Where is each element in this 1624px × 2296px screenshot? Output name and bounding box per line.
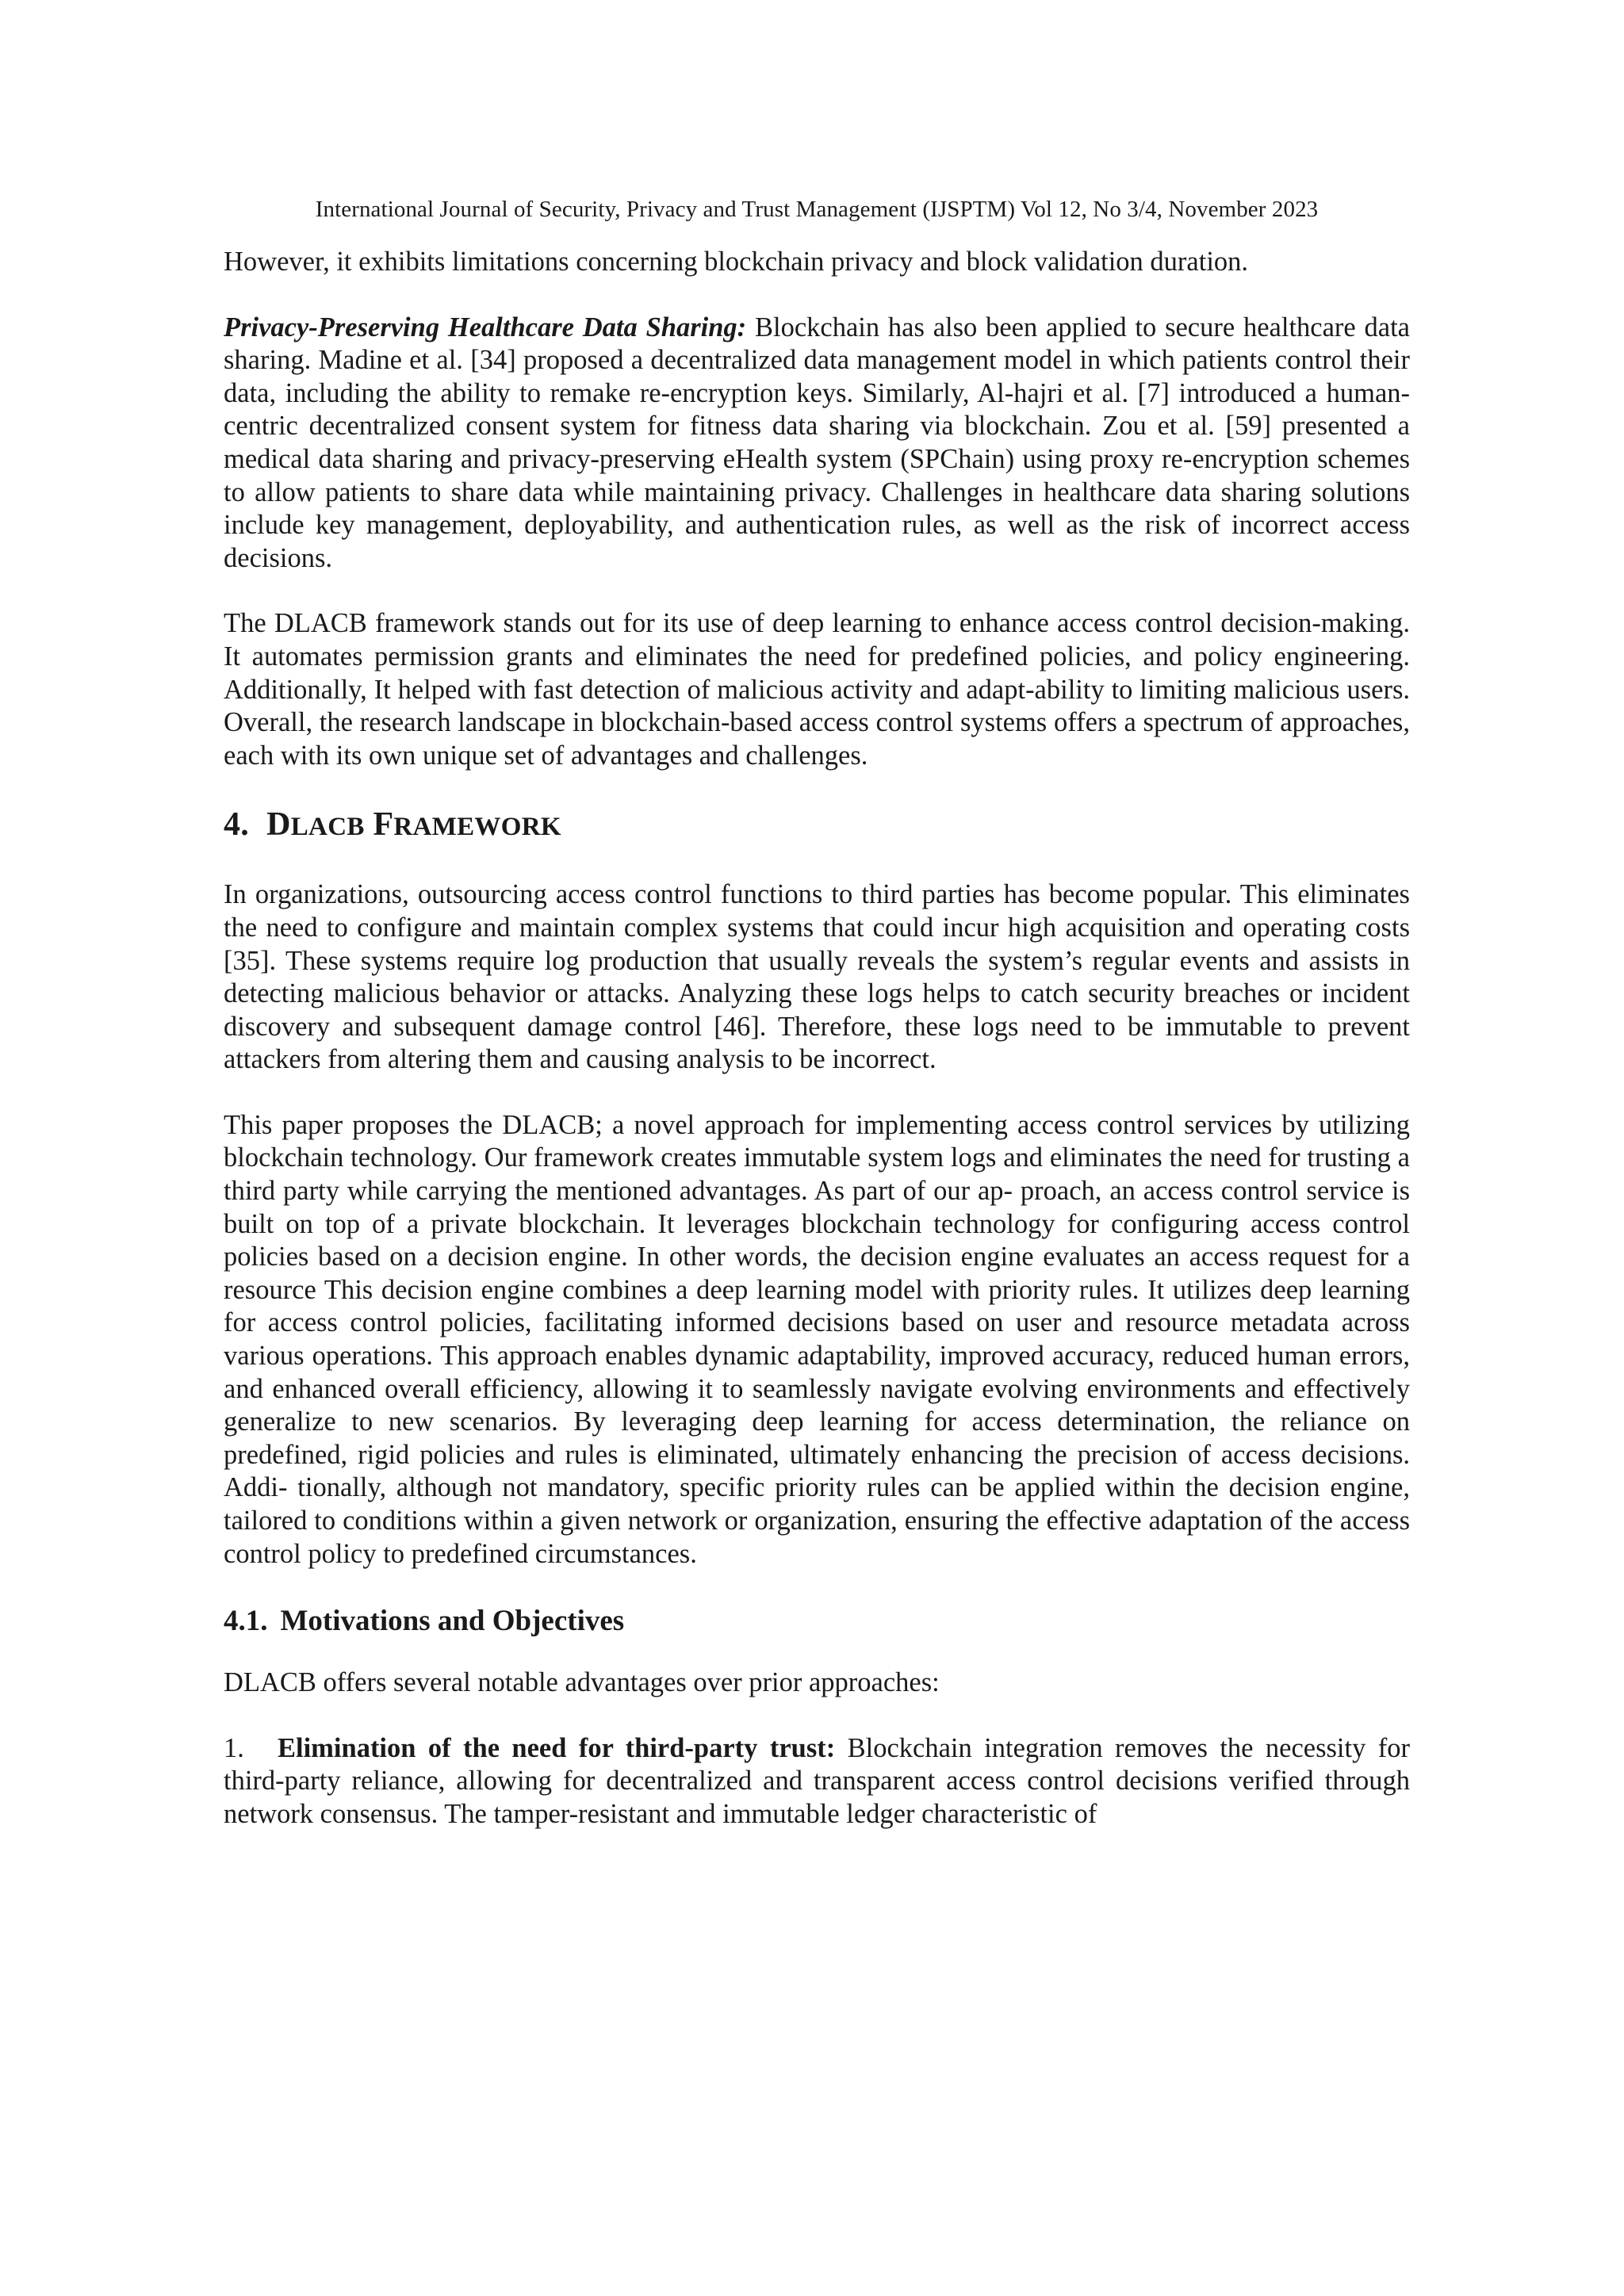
subsection-title: Motivations and Objectives [280,1605,625,1638]
section-title-cap-f: F [364,806,394,844]
list-item-third-party-trust [224,1732,1410,1831]
body-text [224,246,1410,1864]
paragraph-dlacb-standout: The DLACB framework stands out for its use of deep learning to enhance access control decision-making. It automates permission grants and eliminates the need for predefined policies, and policy engineering. Additionally, It helped with fast detection of malicious activity and adapt-ability to limiting malicious users. Overall, the research landscape in blockchain-based access control systems offers a spectrum of approaches, each with its own unique set of advantages and challenges. [224,608,1410,771]
subsection-heading-motivations [224,1603,1410,1640]
section-heading-dlacb-framework [224,805,1410,847]
list-item-body: Blockchain integration removes the necessity for third-party reliance, allowing for decentralized and transparent access control decisions verified through network consensus. The tamper-resistant and immutable ledger characteristic of [224,1732,1410,1829]
paragraph-healthcare-sharing [224,312,1410,576]
section-title-smallcaps-lacb: LACB [290,813,365,842]
subsection-number: 4.1. [224,1605,268,1638]
section-number: 4. [224,806,250,844]
paragraph-outsourcing: In organizations, outsourcing access control functions to third parties has become popular. This eliminates the need to configure and maintain complex systems that could incur high acquisition and operating costs [35]. These systems require log production that usually reveals the system’s regular events and assists in detecting malicious behavior or attacks. Analyzing these logs helps to catch security breaches or incident discovery and subsequent damage control [46]. Therefore, these logs need to be immutable to prevent attackers from altering them and causing analysis to be incorrect. [224,879,1410,1075]
section-title-cap-d: D [266,806,291,844]
paragraph-advantages-intro: DLACB offers several notable advantages over prior approaches: [224,1667,940,1698]
paragraph-proposal: This paper proposes the DLACB; a novel approach for implementing access control services by utilizing blockchain technology. Our framework creates immutable system logs and eliminates the need for trusting a third party while carrying the mentioned advantages. As part of our ap- proach, an access control service is built on top of a private blockchain. It leverages blockchain technology for configuring access control policies based on a decision engine. In other words, the decision engine evaluates an access request for a resource This decision engine combines a deep learning model with priority rules. It utilizes deep learning for access control policies, facilitating informed decisions based on user and resource metadata across various operations. This approach enables dynamic adaptability, improved accuracy, reduced human errors, and enhanced overall efficiency, allowing it to seamlessly navigate evolving environments and effectively generalize to new scenarios. By leveraging deep learning for access determination, the reliance on predefined, rigid policies and rules is eliminated, ultimately enhancing the precision of access decisions. Addi- tionally, although not mandatory, specific priority rules can be applied within the decision engine, tailored to conditions within a given network or organization, ensuring the effective adaptation of the access control policy to predefined circumstances. [224,1109,1410,1569]
paragraph-body-healthcare: Blockchain has also been applied to secure healthcare data sharing. Madine et al. [34] proposed a decentralized data management model in which patients control their data, including the ability to remake re-encryption keys. Similarly, Al-hajri et al. [7] introduced a human-centric decentralized consent system for fitness data sharing via blockchain. Zou et al. [59] presented a medical data sharing and privacy-preserving eHealth system (SPChain) using proxy re-encryption schemes to allow patients to share data while maintaining privacy. Challenges in healthcare data sharing solutions include key management, deployability, and authentication rules, as well as the risk of incorrect access decisions. [224,312,1410,573]
paragraph-blockchain-limitations: However, it exhibits limitations concerning blockchain privacy and block validation duration. [224,247,1249,277]
running-header: International Journal of Security, Privacy and Trust Management (IJSPTM) Vol 12, No 3/4, November 2023 [315,197,1319,222]
paragraph-lead-healthcare: Privacy-Preserving Healthcare Data Sharing: [224,312,747,342]
list-item-number: 1. [224,1732,244,1763]
section-title-smallcaps-ramework: RAMEWORK [393,813,561,842]
list-item-lead: Elimination of the need for third-party trust: [278,1732,836,1763]
